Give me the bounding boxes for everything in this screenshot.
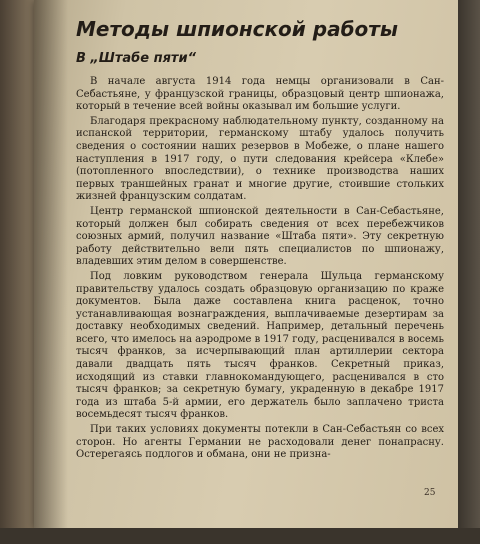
paragraph-2: Благодаря прекрасному наблюдательному пункту, созданному на испанской территории, германскому штабу удалось получить сведения о состоянии наших резервов в Мобеже, о плане нашего наступления в 1917 году, о пути следования крейсера «Клебе» (потопленного впоследствии), о технике производства наших первых траншейных гранат и многие другие, стоившие стольких жизней французским солдатам. — [76, 115, 444, 203]
paragraph-1: В начале августа 1914 года немцы организовали в Сан-Себастьяне, у французской границы, образцовый центр шпионажа, который в течение всей войны оказывал им большие услуги. — [76, 76, 444, 113]
section-subtitle: В „Штабе пяти“ — [76, 51, 196, 66]
background-right — [458, 0, 480, 544]
paragraph-5: При таких условиях документы потекли в Сан-Себастьян со всех сторон. Но агенты Германии не расходовали денег понапрасну. Остерегаясь подлогов и обмана, они не призна- — [76, 424, 444, 461]
spine-shadow — [34, 0, 68, 530]
page-number: 25 — [424, 488, 436, 498]
chapter-title: Методы шпионской работы — [76, 17, 398, 41]
page-content — [76, 16, 444, 464]
background-bottom — [0, 528, 480, 544]
paragraph-3: Центр германской шпионской деятельности в Сан-Себастьяне, который должен был собирать сведения от всех перебежчиков союзных армий, получил название «Штаба пяти». Эту секретную работу действительно вели пять специалистов по шпионажу, владевших этим делом в совершенстве. — [76, 205, 444, 268]
paragraph-4: Под ловким руководством генерала Шульца германскому правительству удалось создать образцовую организацию по краже документов. Была даже составлена книга расценок, точно устанавливающая вознаграждения, выплачиваемые дезертирам за доставку необходимых сведений. Например, детальный перечень всего, что имелось на аэродроме в 1917 году, расценивался в восемь тысяч франков, за исчерпывающий план артиллерии сектора давали двадцать пять тысяч франков. Секретный приказ, исходящий из ставки главнокомандующего, расценивался в сто тысяч франков; за секретную бумагу, украденную в декабре 1917 года из штаба 5-й армии, его держатель было заплачено триста восемьдесят тысяч франков. — [76, 270, 444, 421]
